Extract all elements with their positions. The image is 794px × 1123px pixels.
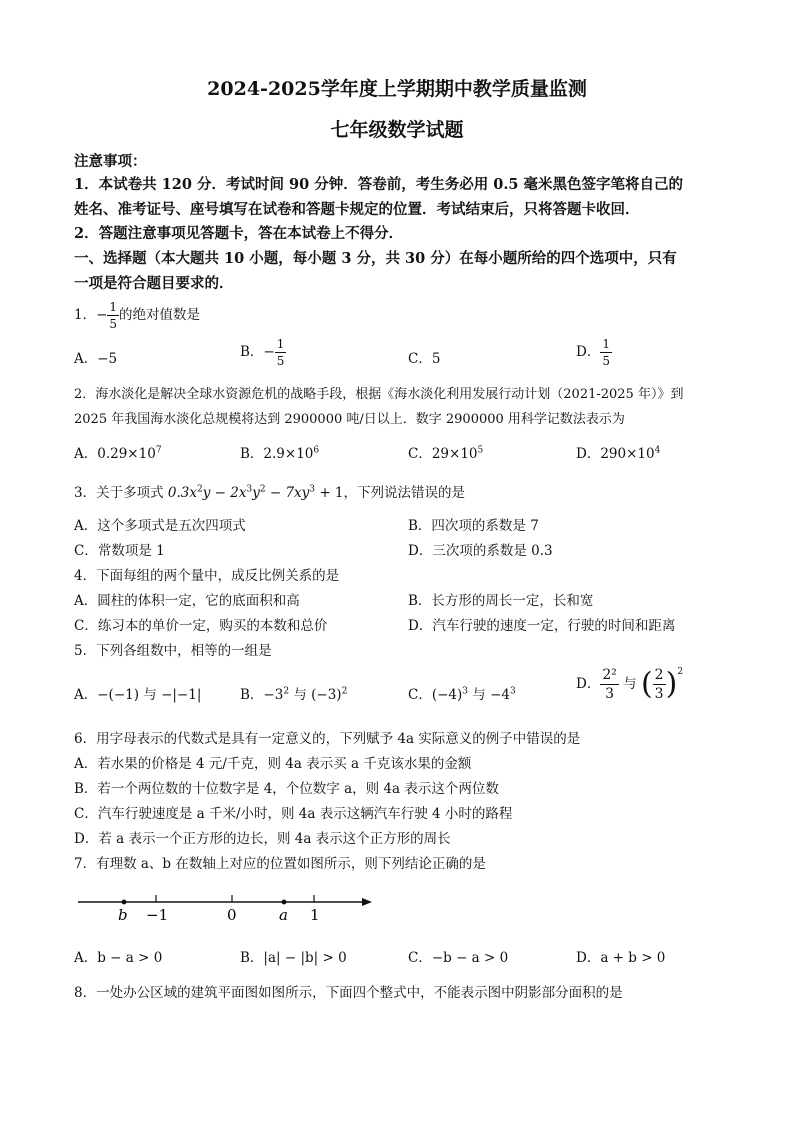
axis-label: −1 (146, 906, 169, 924)
point-a (282, 900, 287, 905)
question-4-option-d: D．汽车行驶的速度一定，行驶的时间和距离 (408, 618, 676, 634)
fraction: $\frac{1}{5}$ (109, 300, 118, 331)
question-4-option-c: C．练习本的单价一定，购买的本数和总价 (74, 618, 328, 634)
question-5-option-c: C．$(-4)^3$ 与 $-4^3$ (408, 686, 516, 703)
arrow-right-icon (362, 898, 372, 906)
axis-label: b (118, 906, 128, 924)
question-2-option-d: D．$290\times 10^4$ (576, 445, 661, 462)
question-3-option-c: C．常数项是 1 (74, 543, 165, 559)
fraction: $\frac{\text{2²}}{3}$ (602, 667, 617, 702)
question-6-option-d: D．若 a 表示一个正方形的边长，则 4a 表示这个正方形的周长 (74, 831, 451, 847)
question-1-option-d: D． $\frac{1}{5}$ (576, 337, 610, 368)
question-1-option-a: A．−5 (74, 351, 118, 367)
question-5-option-a: A．−(−1) 与 −|−1| (74, 687, 202, 703)
section-1-heading-line-1: 一、选择题（本大题共 10 小题，每小题 3 分，共 30 分）在每小题所给的四个选项中，只有 (74, 250, 677, 267)
question-2-stem-line-1: 2．海水淡化是解决全球水资源危机的战略手段，根据《海水淡化利用发展行动计划（2021-2025 年）》到 (74, 387, 684, 402)
notice-item-1-line-1: 1．本试卷共 120 分．考试时间 90 分钟．答卷前，考生务必用 0.5 毫米黑色签字笔将自己的 (74, 176, 684, 193)
exam-title: 2024-2025学年度上学期期中教学质量监测 (207, 78, 587, 100)
fraction: $\frac{2}{3}$ (654, 667, 664, 702)
question-number: 1． (74, 307, 97, 323)
question-8-stem: 8．一处办公区域的建筑平面图如图所示，下面四个整式中，不能表示图中阴影部分面积的是 (74, 985, 623, 1001)
question-3-option-d: D．三次项的系数是 0.3 (408, 543, 553, 559)
question-6-option-a: A．若水果的价格是 4 元/千克，则 4a 表示买 a 千克该水果的金额 (74, 756, 472, 772)
question-5-stem: 5．下列各组数中，相等的一组是 (74, 643, 272, 659)
question-7-option-c: C．−b − a > 0 (408, 950, 509, 966)
question-4-option-a: A．圆柱的体积一定，它的底面积和高 (74, 593, 300, 609)
question-3-option-b: B．四次项的系数是 7 (408, 518, 539, 534)
question-7-option-b: B．|a| − |b| > 0 (240, 950, 347, 966)
polynomial-expression: $0.3x^2y - 2x^3y^2 - 7xy^3 + 1$ (167, 484, 344, 501)
question-6-stem: 6．用字母表示的代数式是具有一定意义的，下列赋予 4a 实际意义的例子中错误的是 (74, 731, 581, 747)
axis-label: 1 (310, 906, 320, 924)
point-b (122, 900, 127, 905)
fraction: $\frac{1}{5}$ (276, 337, 285, 368)
question-4-stem: 4．下面每组的两个量中，成反比例关系的是 (74, 568, 340, 584)
number-line-figure (74, 884, 384, 924)
question-2-option-c: C．$29\times 10^5$ (408, 445, 484, 462)
question-2-option-a: A．$0.29\times 10^7$ (74, 445, 162, 462)
question-7-stem: 7．有理数 a、b 在数轴上对应的位置如图所示，则下列结论正确的是 (74, 856, 486, 872)
question-1-option-c: C．5 (408, 351, 441, 367)
question-7-option-a: A．b − a > 0 (74, 950, 163, 966)
question-6-option-c: C．汽车行驶速度是 a 千米/小时，则 4a 表示这辆汽车行驶 4 小时的路程 (74, 806, 513, 822)
question-4-option-b: B．长方形的周长一定，长和宽 (408, 593, 594, 609)
question-6-option-b: B．若一个两位数的十位数字是 4，个位数字 a，则 4a 表示这个两位数 (74, 781, 499, 797)
axis-label: 0 (227, 906, 237, 924)
question-3-stem: 3．关于多项式 $0.3x^2y - 2x^3y^2 - 7xy^3 + 1$，下列说法错误的是 (74, 484, 466, 501)
section-1-heading-line-2: 一项是符合题目要求的． (74, 275, 234, 292)
notice-heading: 注意事项： (74, 153, 147, 170)
question-2-option-b: B．$2.9\times 10^6$ (240, 445, 320, 462)
exam-subtitle: 七年级数学试题 (330, 119, 464, 141)
axis-label: a (279, 906, 288, 924)
question-1-stem (74, 301, 200, 330)
notice-item-1-line-2: 姓名、准考证号、座号填写在试卷和答题卡规定的位置．考试结束后，只将答题卡收回． (74, 201, 640, 218)
fraction: $\frac{1}{5}$ (602, 337, 610, 368)
question-7-option-d: D．a + b > 0 (576, 950, 666, 966)
question-2-stem-line-2: 2025 年我国海水淡化总规模将达到 2900000 吨/日以上．数字 2900000 用科学记数法表示为 (74, 412, 625, 427)
question-5-option-d: D． $\frac{\text{2²}}{3}$ 与 ( $\frac{2}{3}$ )$^2$ (576, 666, 684, 702)
minus-sign: − (96, 307, 108, 323)
question-3-option-a: A．这个多项式是五次四项式 (74, 518, 246, 534)
notice-item-2: 2．答题注意事项见答题卡，答在本试卷上不得分． (74, 225, 404, 242)
question-5-option-b: B．$-3^2$ 与 $(-3)^2$ (240, 686, 348, 703)
question-text: 的绝对值数是 (119, 307, 201, 323)
question-1-option-b: B．− $\frac{1}{5}$ (240, 337, 285, 368)
